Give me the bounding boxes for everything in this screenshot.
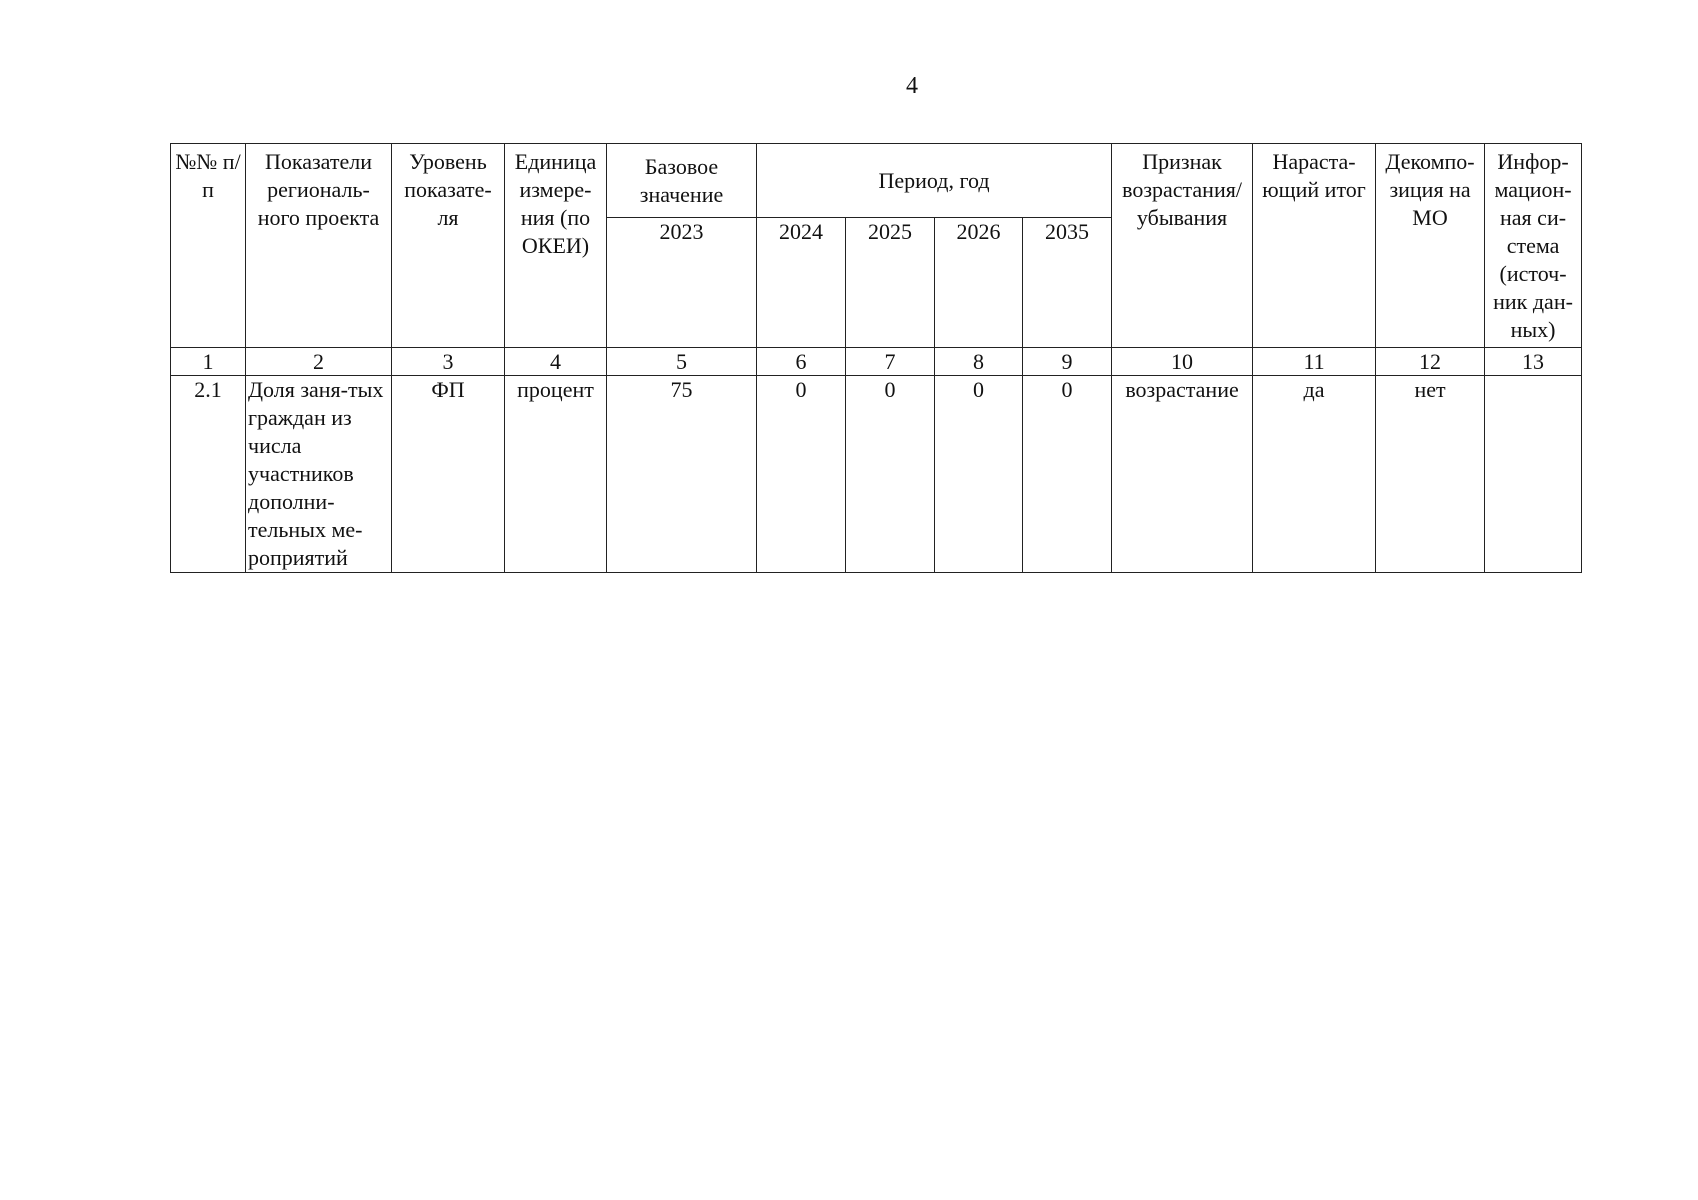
row-value-2025: 0 — [846, 376, 935, 573]
row-level: ФП — [392, 376, 505, 573]
row-number: 2.1 — [171, 376, 246, 573]
row-value-2026: 0 — [935, 376, 1023, 573]
header-period: Период, год — [757, 144, 1112, 218]
header-number: №№ п/п — [171, 144, 246, 348]
row-indicator: Доля заня-тых граждан из числа участников дополни-тельных ме-роприятий — [246, 376, 392, 573]
column-number: 6 — [757, 348, 846, 376]
header-year-2026: 2026 — [935, 218, 1023, 348]
header-cumulative: Нараста-ющий итог — [1253, 144, 1376, 348]
header-row-main — [171, 144, 1582, 218]
header-trend: Признак возрастания/ убывания — [1112, 144, 1253, 348]
header-base-year: 2023 — [607, 218, 757, 348]
column-number: 12 — [1376, 348, 1485, 376]
column-number: 8 — [935, 348, 1023, 376]
page-number: 4 — [906, 73, 918, 99]
row-trend: возрастание — [1112, 376, 1253, 573]
indicators-table — [170, 143, 1582, 573]
header-year-2025: 2025 — [846, 218, 935, 348]
column-number: 7 — [846, 348, 935, 376]
header-year-2024: 2024 — [757, 218, 846, 348]
column-number: 10 — [1112, 348, 1253, 376]
column-number: 1 — [171, 348, 246, 376]
column-number: 13 — [1485, 348, 1582, 376]
column-number: 11 — [1253, 348, 1376, 376]
column-number: 4 — [505, 348, 607, 376]
header-base-value: Базовое значение — [607, 144, 757, 218]
column-number: 9 — [1023, 348, 1112, 376]
header-info-system: Инфор-мацион-ная си-стема (источ-ник дан-ных) — [1485, 144, 1582, 348]
header-decomposition: Декомпо-зиция на МО — [1376, 144, 1485, 348]
row-unit: процент — [505, 376, 607, 573]
row-value-2035: 0 — [1023, 376, 1112, 573]
header-year-2035: 2035 — [1023, 218, 1112, 348]
column-numbers-row — [171, 348, 1582, 376]
row-cumulative: да — [1253, 376, 1376, 573]
row-decomposition: нет — [1376, 376, 1485, 573]
row-info-system — [1485, 376, 1582, 573]
header-unit: Единица измере-ния (по ОКЕИ) — [505, 144, 607, 348]
column-number: 5 — [607, 348, 757, 376]
table-row — [171, 376, 1582, 573]
column-number: 2 — [246, 348, 392, 376]
row-base-value: 75 — [607, 376, 757, 573]
column-number: 3 — [392, 348, 505, 376]
header-indicator: Показатели региональ-ного проекта — [246, 144, 392, 348]
row-value-2024: 0 — [757, 376, 846, 573]
header-level: Уровень показате-ля — [392, 144, 505, 348]
